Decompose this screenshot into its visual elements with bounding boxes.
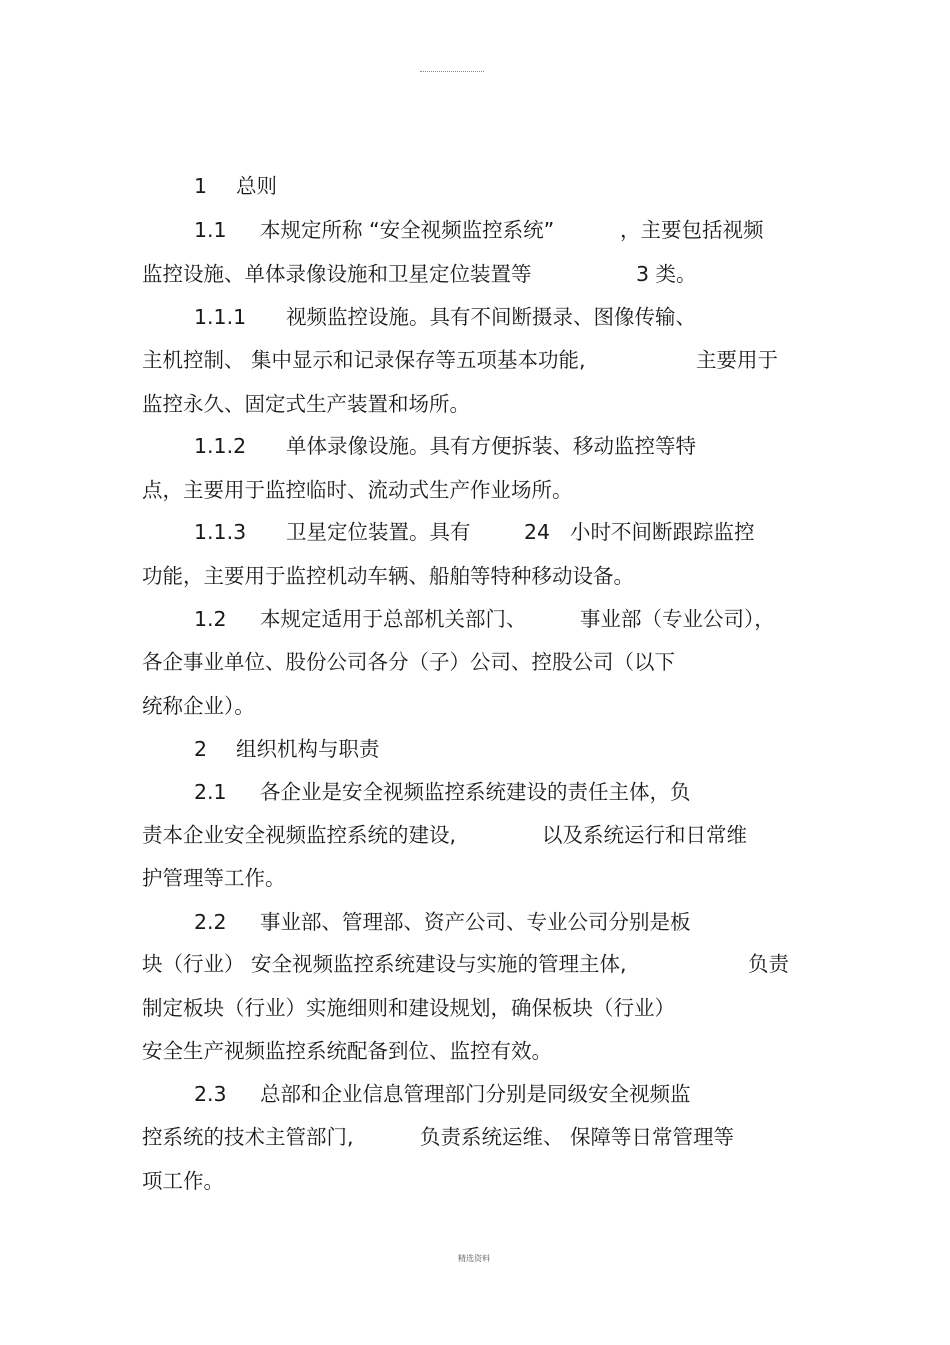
text-line [0,690,950,722]
header-rule [420,71,484,72]
text-segment: 统称企业）。 [142,694,255,718]
text-line [0,603,950,635]
text-line [0,948,950,980]
text-segment: 监控设施、单体录像设施和卫星定位装置等 [142,262,532,286]
text-line [0,258,950,290]
text-line [0,1078,950,1110]
text-line [0,430,950,462]
text-segment: 卫星定位装置。具有 [286,520,471,544]
text-segment: 功能，主要用于监控机动车辆、船舶等特种移动设备。 [142,564,634,588]
text-line [0,646,950,678]
text-segment: 主要用于 [696,348,778,372]
text-segment: 2 [194,737,208,761]
text-segment: 点，主要用于监控临时、流动式生产作业场所。 [142,478,573,502]
text-segment: 1.1 [194,218,227,242]
text-segment: 总则 [236,174,277,198]
text-line [0,388,950,420]
text-segment: ，主要包括视频 [620,218,764,242]
text-segment: 1.2 [194,607,227,631]
text-segment: 2.3 [194,1082,227,1106]
text-segment: 小时不间断跟踪监控 [570,520,755,544]
text-line [0,474,950,506]
text-line [0,906,950,938]
text-line [0,862,950,894]
text-segment: 控系统的技术主管部门, [142,1125,354,1149]
text-line [0,516,950,548]
text-line [0,170,950,202]
text-segment: 组织机构与职责 [236,737,380,761]
text-line [0,733,950,765]
text-segment: 制定板块（行业）实施细则和建设规划，确保板块（行业） [142,996,675,1020]
text-line [0,1035,950,1067]
text-segment: 项工作。 [142,1169,224,1193]
text-segment: 护管理等工作。 [142,866,286,890]
text-segment: 安全生产视频监控系统配备到位、监控有效。 [142,1039,552,1063]
text-line [0,1165,950,1197]
text-line [0,214,950,246]
text-segment: 以及系统运行和日常维 [542,823,747,847]
text-segment: 本规定所称 “安全视频监控系统” [260,218,555,242]
text-segment: 1.1.3 [194,520,247,544]
text-line [0,776,950,808]
text-line [0,560,950,592]
text-line [0,992,950,1024]
text-segment: 本规定适用于总部机关部门、 [260,607,527,631]
text-segment: 监控永久、固定式生产装置和场所。 [142,392,470,416]
text-segment: 主机控制、 集中显示和记录保存等五项基本功能, [142,348,586,372]
text-segment: 各企事业单位、股份公司各分（子）公司、控股公司（以下 [142,650,675,674]
text-segment: 事业部、管理部、资产公司、专业公司分别是板 [260,910,691,934]
text-segment: 责本企业安全视频监控系统的建设, [142,823,457,847]
text-segment: 负责 [748,952,789,976]
text-segment: 块（行业） 安全视频监控系统建设与实施的管理主体, [142,952,627,976]
text-line [0,344,950,376]
text-line [0,819,950,851]
text-segment: 各企业是安全视频监控系统建设的责任主体，负 [260,780,691,804]
text-segment: 1 [194,174,208,198]
text-segment: 2.1 [194,780,227,804]
text-segment: 总部和企业信息管理部门分别是同级安全视频监 [260,1082,691,1106]
text-line [0,1121,950,1153]
text-segment: 单体录像设施。具有方便拆装、移动监控等特 [286,434,696,458]
page-footer: 精选资料 [458,1254,490,1263]
text-segment: 1.1.2 [194,434,247,458]
text-segment: 负责系统运维、 保障等日常管理等 [420,1125,735,1149]
text-segment: 2.2 [194,910,227,934]
text-segment: 3 类。 [636,262,697,286]
text-segment: 24 [524,520,551,544]
text-segment: 1.1.1 [194,305,247,329]
text-segment: 事业部（专业公司）， [580,607,775,631]
text-segment: 视频监控设施。具有不间断摄录、图像传输、 [286,305,696,329]
text-line [0,301,950,333]
